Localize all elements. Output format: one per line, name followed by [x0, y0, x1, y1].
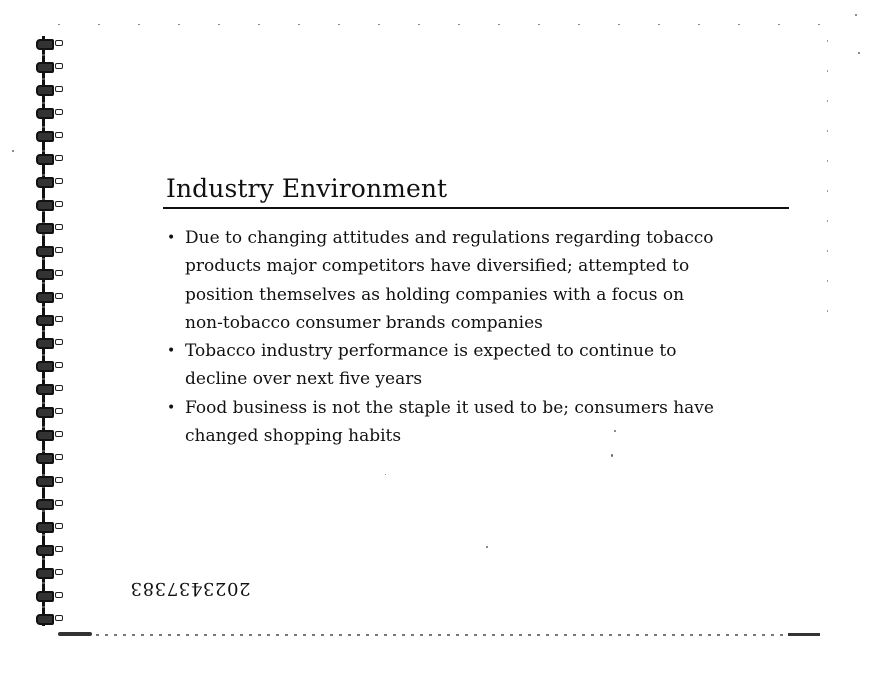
- binding-hole: [55, 431, 63, 437]
- binding-ring: [36, 452, 62, 462]
- binding-ring: [36, 498, 62, 508]
- scan-speck: [858, 52, 860, 54]
- bullet-line: position themselves as holding companies with a focus on: [185, 284, 685, 305]
- binding-coil: [36, 384, 54, 395]
- binding-hole: [55, 385, 63, 391]
- binding-coil: [36, 522, 54, 533]
- binding-ring: [36, 107, 62, 117]
- binding-coil: [36, 131, 54, 142]
- binding-ring: [36, 406, 62, 416]
- page-bottom-right-corner: [788, 633, 820, 636]
- list-item: [166, 337, 786, 394]
- binding-hole: [55, 247, 63, 253]
- binding-hole: [55, 86, 63, 92]
- scan-speck: [486, 546, 488, 548]
- binding-hole: [55, 316, 63, 322]
- binding-hole: [55, 339, 63, 345]
- list-item: [166, 394, 786, 451]
- binding-ring: [36, 153, 62, 163]
- binding-coil: [36, 430, 54, 441]
- binding-ring: [36, 38, 62, 48]
- binding-ring: [36, 130, 62, 140]
- binding-ring: [36, 268, 62, 278]
- binding-coil: [36, 545, 54, 556]
- scan-speck: [611, 454, 613, 457]
- binding-hole: [55, 500, 63, 506]
- binding-hole: [55, 362, 63, 368]
- bullet-line: products major competitors have diversified; attempted to: [185, 256, 690, 277]
- binding-hole: [55, 224, 63, 230]
- binding-ring: [36, 61, 62, 71]
- binding-hole: [55, 615, 63, 621]
- binding-hole: [55, 132, 63, 138]
- binding-coil: [36, 108, 54, 119]
- binding-hole: [55, 155, 63, 161]
- binding-ring: [36, 475, 62, 485]
- binding-coil: [36, 85, 54, 96]
- scan-speck: [385, 474, 386, 475]
- binding-coil: [36, 568, 54, 579]
- bullet-line: Tobacco industry performance is expected to continue to: [185, 341, 677, 362]
- binding-hole: [55, 178, 63, 184]
- binding-coil: [36, 246, 54, 257]
- binding-coil: [36, 361, 54, 372]
- title-underline: [163, 207, 789, 209]
- binding-coil: [36, 200, 54, 211]
- binding-ring: [36, 360, 62, 370]
- binding-coil: [36, 269, 54, 280]
- binding-coil: [36, 499, 54, 510]
- binding-ring: [36, 84, 62, 94]
- page-bottom-edge: [60, 634, 820, 636]
- binding-hole: [55, 201, 63, 207]
- binding-coil: [36, 223, 54, 234]
- bullet-line: non-tobacco consumer brands companies: [185, 312, 543, 333]
- page-title: Industry Environment: [166, 174, 448, 203]
- binding-ring: [36, 383, 62, 393]
- binding-hole: [55, 293, 63, 299]
- bullet-icon: •: [167, 230, 176, 246]
- binding-ring: [36, 567, 62, 577]
- binding-coil: [36, 591, 54, 602]
- bullet-icon: •: [167, 399, 176, 416]
- binding-coil: [36, 292, 54, 303]
- binding-hole: [55, 109, 63, 115]
- binding-hole: [55, 592, 63, 598]
- binding-hole: [55, 63, 63, 69]
- binding-hole: [55, 523, 63, 529]
- binding-ring: [36, 521, 62, 531]
- binding-coil: [36, 338, 54, 349]
- binding-coil: [36, 476, 54, 487]
- binding-spine: [42, 36, 45, 626]
- binding-coil: [36, 614, 54, 625]
- binding-coil: [36, 154, 54, 165]
- bullet-line: Due to changing attitudes and regulations regarding tobacco: [185, 228, 714, 248]
- bullet-icon: •: [167, 343, 176, 360]
- binding-coil: [36, 62, 54, 73]
- binding-ring: [36, 544, 62, 554]
- bates-number: 2023437383: [130, 578, 251, 599]
- binding-hole: [55, 546, 63, 552]
- binding-ring: [36, 245, 62, 255]
- bullet-line: Food business is not the staple it used to be; consumers have: [185, 397, 714, 418]
- scan-speck: [855, 14, 857, 16]
- page-right-edge: [827, 40, 828, 340]
- binding-coil: [36, 407, 54, 418]
- bullet-line: decline over next five years: [185, 369, 423, 390]
- binding-ring: [36, 176, 62, 186]
- binding-ring: [36, 291, 62, 301]
- binding-ring: [36, 613, 62, 623]
- binding-coil: [36, 453, 54, 464]
- binding-coil: [36, 315, 54, 326]
- binding-hole: [55, 569, 63, 575]
- binding-ring: [36, 199, 62, 209]
- binding-ring: [36, 314, 62, 324]
- binding-ring: [36, 429, 62, 439]
- binding-hole: [55, 477, 63, 483]
- binding-hole: [55, 408, 63, 414]
- page-top-edge: [58, 24, 828, 25]
- binding-hole: [55, 454, 63, 460]
- bullet-list: [166, 224, 786, 450]
- list-item: [166, 224, 786, 337]
- binding-hole: [55, 40, 63, 46]
- binding-hole: [55, 270, 63, 276]
- binding-ring: [36, 337, 62, 347]
- scan-speck: [12, 150, 14, 152]
- bullet-line: changed shopping habits: [185, 426, 402, 447]
- spiral-binding: [34, 36, 68, 626]
- page-bottom-left-corner: [58, 632, 92, 636]
- binding-coil: [36, 177, 54, 188]
- binding-ring: [36, 222, 62, 232]
- binding-ring: [36, 590, 62, 600]
- binding-coil: [36, 39, 54, 50]
